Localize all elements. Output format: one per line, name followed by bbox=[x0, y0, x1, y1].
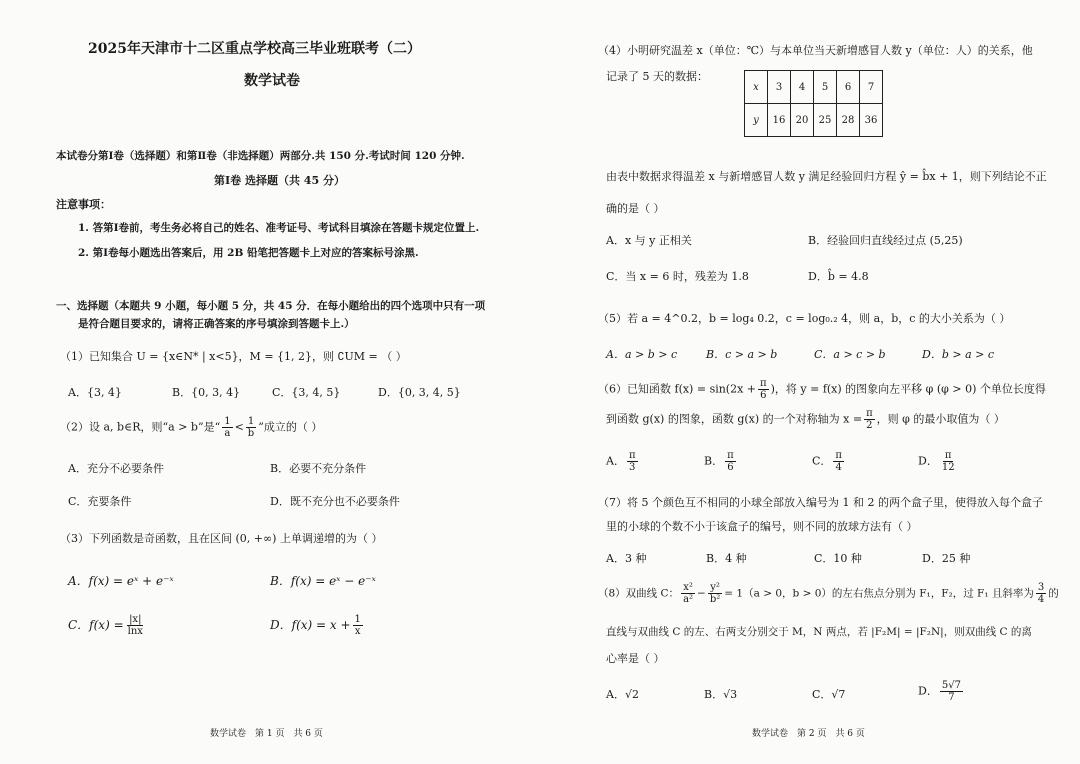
q4-stem-1: （4）小明研究温差 x（单位：℃）与本单位当天新增感冒人数 y（单位：人）的关系，他 bbox=[598, 44, 1033, 57]
q3-option-d: D．f(x) = x + $\frac{1}{x}$ bbox=[270, 614, 361, 637]
q2-stem: （2）设 a, b∈R，则“a > b”是“ $\frac{1}{a}$ < $\frac{1}{b}$ ”成立的（ ） bbox=[60, 416, 323, 439]
q7-option-b: B．4 种 bbox=[706, 552, 747, 565]
table-row bbox=[745, 71, 883, 104]
q8-stem-3: 心率是（ ） bbox=[606, 652, 665, 665]
exam-title: 2025年天津市十二区重点学校高三毕业班联考（二） bbox=[88, 41, 421, 57]
table-cell: 6 bbox=[837, 71, 860, 104]
q1-option-d: D．{0, 3, 4, 5} bbox=[378, 386, 461, 399]
q6-stem-2: 到函数 g(x) 的图象，函数 g(x) 的一个对称轴为 x = $\frac{\pi}{2}$ ，则 φ 的最小取值为（ ） bbox=[606, 408, 1005, 431]
table-cell: 3 bbox=[768, 71, 791, 104]
table-cell: 36 bbox=[860, 104, 883, 137]
q4-option-b: B．经验回归直线经过点 (5,25) bbox=[808, 234, 963, 247]
q5-option-b: B．c > a > b bbox=[706, 348, 778, 361]
q2-option-a: A．充分不必要条件 bbox=[68, 462, 164, 475]
q3-c-fraction: $\frac{|x|}{\ln x}$ bbox=[127, 614, 143, 637]
q6-option-a: A． $\frac{\pi}{3}$ bbox=[606, 450, 636, 473]
table-cell: 25 bbox=[814, 104, 837, 137]
q8-option-d: D． $\frac{5√7}{7}$ bbox=[918, 680, 961, 703]
q4-stem-4: 确的是（ ） bbox=[606, 202, 665, 215]
q4-option-d: D．b̂ = 4.8 bbox=[808, 270, 869, 283]
q4-data-table bbox=[744, 70, 883, 137]
q4-stem-2: 记录了 5 天的数据： bbox=[606, 70, 708, 83]
note-2: 2. 第Ⅰ卷每小题选出答案后，用 2B 铅笔把答题卡上对应的答案标号涂黑. bbox=[78, 247, 419, 259]
q6-option-b: B． $\frac{\pi}{6}$ bbox=[704, 450, 734, 473]
q2-fraction-2: $\frac{1}{b}$ bbox=[247, 416, 255, 439]
q6-option-d: D． $\frac{\pi}{12}$ bbox=[918, 450, 955, 473]
q4-stem-3: 由表中数据求得温差 x 与新增感冒人数 y 满足经验回归方程 ŷ = b̂x + 1，则下列结论不正 bbox=[606, 170, 1047, 183]
table-cell: 20 bbox=[791, 104, 814, 137]
table-cell: 4 bbox=[791, 71, 814, 104]
q7-option-d: D．25 种 bbox=[922, 552, 971, 565]
q7-stem-2: 里的小球的个数不小于该盒子的编号，则不同的放球方法有（ ） bbox=[606, 520, 918, 533]
table-cell: 28 bbox=[837, 104, 860, 137]
q4-option-c: C．当 x = 6 时，残差为 1.8 bbox=[606, 270, 749, 283]
q8-option-b: B．√3 bbox=[704, 688, 738, 701]
q8-stem-2: 直线与双曲线 C 的左、右两支分别交于 M，N 两点，若 |F₂M| = |F₂N|，则双曲线 C 的离 bbox=[606, 626, 1032, 638]
q1-option-b: B．{0, 3, 4} bbox=[172, 386, 241, 399]
table-cell: y bbox=[745, 104, 768, 137]
q6-stem-1: （6）已知函数 f(x) = sin(2x + $\frac{\pi}{6}$ )，将 y = f(x) 的图象向左平移 φ (φ > 0) 个单位长度得 bbox=[598, 378, 1046, 401]
q8-option-a: A．√2 bbox=[606, 688, 639, 701]
notes-heading: 注意事项： bbox=[56, 198, 111, 211]
q1-stem: （1）已知集合 U = {x∈N* | x<5}，M = {1, 2}，则 ∁UM = （ ） bbox=[60, 350, 407, 363]
q3-option-a: A．f(x) = eˣ + e⁻ˣ bbox=[68, 574, 174, 588]
table-cell: 16 bbox=[768, 104, 791, 137]
exam-intro: 本试卷分第Ⅰ卷（选择题）和第Ⅱ卷（非选择题）两部分.共 150 分.考试时间 120 分钟. bbox=[56, 150, 465, 162]
q5-option-d: D．b > a > c bbox=[922, 348, 994, 361]
table-cell: 7 bbox=[860, 71, 883, 104]
q2-option-b: B．必要不充分条件 bbox=[270, 462, 367, 475]
section-instruction-2: 是符合题目要求的，请将正确答案的序号填涂到答题卡上.） bbox=[78, 318, 355, 330]
q3-d-fraction: $\frac{1}{x}$ bbox=[354, 614, 361, 637]
q3-option-c: C．f(x) = $\frac{|x|}{\ln x}$ bbox=[68, 614, 143, 637]
q7-option-a: A．3 种 bbox=[606, 552, 647, 565]
section-instruction-1: 一、选择题（本题共 9 小题，每小题 5 分，共 45 分．在每小题给出的四个选项中只有一项 bbox=[56, 300, 486, 312]
q6-fraction-axis: $\frac{\pi}{2}$ bbox=[866, 408, 873, 431]
q5-option-c: C．a > c > b bbox=[814, 348, 886, 361]
q8-option-c: C．√7 bbox=[812, 688, 846, 701]
table-cell: 5 bbox=[814, 71, 837, 104]
q1-option-c: C．{3, 4, 5} bbox=[272, 386, 341, 399]
q4-option-a: A．x 与 y 正相关 bbox=[606, 234, 692, 247]
q2-fraction-1: $\frac{1}{a}$ bbox=[224, 416, 231, 439]
q6-option-c: C． $\frac{\pi}{4}$ bbox=[812, 450, 842, 473]
q7-stem-1: （7）将 5 个颜色互不相同的小球全部放入编号为 1 和 2 的两个盒子里，使得放入每个盒子 bbox=[598, 496, 1043, 509]
q2-option-c: C．充要条件 bbox=[68, 495, 132, 508]
page-2-footer: 数学试卷 第 2 页 共 6 页 bbox=[752, 729, 865, 739]
table-cell: x bbox=[745, 71, 768, 104]
table-row bbox=[745, 104, 883, 137]
q1-option-a: A．{3, 4} bbox=[68, 386, 122, 399]
q7-option-c: C．10 种 bbox=[814, 552, 862, 565]
q6-fraction-phase: $\frac{\pi}{6}$ bbox=[760, 378, 767, 401]
q2-option-d: D．既不充分也不必要条件 bbox=[270, 495, 400, 508]
page-2 bbox=[540, 0, 1080, 764]
exam-subtitle: 数学试卷 bbox=[244, 73, 300, 89]
page-1-footer: 数学试卷 第 1 页 共 6 页 bbox=[210, 729, 323, 739]
q5-stem: （5）若 a = 4^0.2，b = log₄ 0.2，c = log₀.₂ 4，则 a，b，c 的大小关系为（ ） bbox=[598, 312, 1011, 325]
q3-option-b: B．f(x) = eˣ − e⁻ˣ bbox=[270, 574, 376, 588]
q3-stem: （3）下列函数是奇函数，且在区间 (0, +∞) 上单调递增的为（ ） bbox=[60, 532, 383, 545]
note-1: 1. 答第Ⅰ卷前，考生务必将自己的姓名、准考证号、考试科目填涂在答题卡规定位置上. bbox=[78, 222, 480, 234]
q8-stem-1: （8）双曲线 C： $\frac{\text{x²}}{\text{a²}}$ − $\frac{\text{y²}}{\text{b²}}$ = 1（a > 0，b > 0）的左右焦点分别为 F₁，F₂，过 F₁ 且斜率为 $\frac{3}{4}$ 的 bbox=[598, 582, 1059, 605]
q5-option-a: A．a > b > c bbox=[606, 348, 678, 361]
part1-heading: 第Ⅰ卷 选择题（共 45 分） bbox=[214, 174, 345, 187]
